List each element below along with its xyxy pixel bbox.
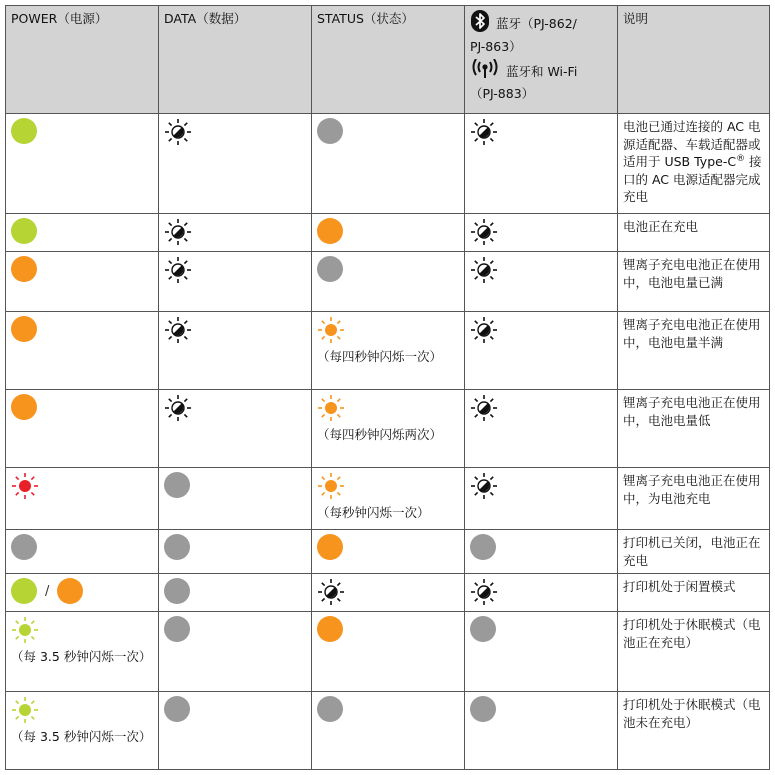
power-cell bbox=[6, 252, 159, 312]
power-cell bbox=[6, 530, 159, 574]
status-cell bbox=[312, 574, 465, 612]
description-text: 打印机处于闲置模式 bbox=[623, 579, 736, 594]
data-cell bbox=[159, 612, 312, 692]
data-cell bbox=[159, 390, 312, 468]
status-off-led-icon bbox=[317, 118, 343, 144]
power-orange-led-icon bbox=[57, 578, 83, 604]
power-blink-note: （每 3.5 秒钟闪烁一次） bbox=[11, 729, 152, 744]
data-cell bbox=[159, 574, 312, 612]
description-text: 打印机已关闭，电池正在充电 bbox=[623, 535, 761, 568]
header-bluetooth-models: PJ-863） bbox=[470, 39, 522, 54]
status-cell bbox=[312, 114, 465, 214]
power-cell bbox=[6, 612, 159, 692]
power-cell bbox=[6, 390, 159, 468]
header-description-label: 说明 bbox=[623, 11, 649, 26]
description-text: 电池已通过连接的 AC 电源适配器、车载适配器或适用于 USB Type-C bbox=[623, 119, 761, 169]
status-orange-led-icon bbox=[317, 218, 343, 244]
status-cell bbox=[312, 468, 465, 530]
status-blinking-orange-icon bbox=[317, 316, 345, 344]
bluetooth-icon bbox=[470, 10, 490, 36]
status-blink-note: （每四秒钟闪烁两次） bbox=[317, 427, 443, 442]
description-cell bbox=[618, 312, 770, 390]
power-blinking-green-icon bbox=[11, 696, 39, 724]
data-off-led-icon bbox=[164, 472, 190, 498]
description-text: 锂离子充电电池正在使用中，电池电量半满 bbox=[623, 317, 761, 350]
status-cell bbox=[312, 312, 465, 390]
bt-off-led-icon bbox=[470, 534, 496, 560]
data-cell bbox=[159, 114, 312, 214]
bt-cell bbox=[465, 468, 618, 530]
registered-mark: ® bbox=[736, 153, 746, 164]
bt-cell bbox=[465, 114, 618, 214]
table-row bbox=[6, 214, 770, 252]
header-bluetooth bbox=[465, 6, 618, 114]
description-text: 锂离子充电电池正在使用中，为电池充电 bbox=[623, 473, 761, 506]
power-combo bbox=[11, 578, 153, 604]
description-cell bbox=[618, 252, 770, 312]
power-cell bbox=[6, 574, 159, 612]
table-row bbox=[6, 390, 770, 468]
description-text-tail: 接口的 AC 电源适配器完成充电 bbox=[623, 154, 762, 204]
status-cell bbox=[312, 612, 465, 692]
status-cell bbox=[312, 692, 465, 770]
status-blink-note: （每四秒钟闪烁一次） bbox=[317, 349, 443, 364]
data-half-lit-blinking-icon bbox=[164, 218, 192, 246]
status-blinking-orange-icon bbox=[317, 394, 345, 422]
bt-cell bbox=[465, 530, 618, 574]
data-off-led-icon bbox=[164, 578, 190, 604]
description-cell bbox=[618, 114, 770, 214]
table-row bbox=[6, 468, 770, 530]
table-row bbox=[6, 612, 770, 692]
power-green-led-icon bbox=[11, 578, 37, 604]
header-description bbox=[618, 6, 770, 114]
header-wifi-models: （PJ-883） bbox=[470, 86, 535, 101]
header-data bbox=[159, 6, 312, 114]
power-orange-led-icon bbox=[11, 394, 37, 420]
bt-cell bbox=[465, 252, 618, 312]
status-cell bbox=[312, 530, 465, 574]
power-blinking-red-icon bbox=[11, 472, 39, 500]
table-row bbox=[6, 692, 770, 770]
description-text: 打印机处于休眠模式（电池未在充电） bbox=[623, 697, 761, 730]
table-header-row bbox=[6, 6, 770, 114]
status-blinking-orange-icon bbox=[317, 472, 345, 500]
data-cell bbox=[159, 312, 312, 390]
header-power bbox=[6, 6, 159, 114]
description-text: 电池正在充电 bbox=[623, 219, 699, 234]
description-cell bbox=[618, 530, 770, 574]
data-cell bbox=[159, 692, 312, 770]
status-cell bbox=[312, 390, 465, 468]
description-cell bbox=[618, 692, 770, 770]
bt-off-led-icon bbox=[470, 696, 496, 722]
bt-cell bbox=[465, 574, 618, 612]
table-row bbox=[6, 530, 770, 574]
power-green-led-icon bbox=[11, 218, 37, 244]
power-cell bbox=[6, 312, 159, 390]
header-status-label: STATUS（状态） bbox=[317, 11, 414, 26]
description-cell bbox=[618, 468, 770, 530]
power-green-led-icon bbox=[11, 118, 37, 144]
bt-half-lit-blinking-icon bbox=[470, 118, 498, 146]
header-bluetooth-label: 蓝牙（PJ-862/ bbox=[496, 15, 577, 31]
power-cell bbox=[6, 468, 159, 530]
header-data-label: DATA（数据） bbox=[164, 11, 247, 26]
separator-slash: / bbox=[45, 583, 50, 599]
bt-off-led-icon bbox=[470, 616, 496, 642]
power-off-led-icon bbox=[11, 534, 37, 560]
power-cell bbox=[6, 692, 159, 770]
data-half-lit-blinking-icon bbox=[164, 316, 192, 344]
status-cell bbox=[312, 252, 465, 312]
description-cell bbox=[618, 390, 770, 468]
data-half-lit-blinking-icon bbox=[164, 118, 192, 146]
description-cell bbox=[618, 574, 770, 612]
bt-cell bbox=[465, 214, 618, 252]
status-orange-led-icon bbox=[317, 616, 343, 642]
description-text: 锂离子充电电池正在使用中，电池电量已满 bbox=[623, 257, 761, 290]
table-row bbox=[6, 114, 770, 214]
status-blink-note: （每秒钟闪烁一次） bbox=[317, 505, 430, 520]
description-text: 打印机处于休眠模式（电池正在充电） bbox=[623, 617, 761, 650]
bt-half-lit-blinking-icon bbox=[470, 256, 498, 284]
bt-half-lit-blinking-icon bbox=[470, 394, 498, 422]
bt-half-lit-blinking-icon bbox=[470, 472, 498, 500]
header-wifi-label: 蓝牙和 Wi-Fi bbox=[506, 63, 578, 79]
header-status bbox=[312, 6, 465, 114]
data-half-lit-blinking-icon bbox=[164, 394, 192, 422]
bt-cell bbox=[465, 312, 618, 390]
power-cell bbox=[6, 214, 159, 252]
table-row bbox=[6, 574, 770, 612]
power-blinking-green-icon bbox=[11, 616, 39, 644]
power-orange-led-icon bbox=[11, 256, 37, 282]
bt-cell bbox=[465, 692, 618, 770]
data-off-led-icon bbox=[164, 616, 190, 642]
data-cell bbox=[159, 468, 312, 530]
power-blink-note: （每 3.5 秒钟闪烁一次） bbox=[11, 649, 152, 664]
header-power-label: POWER（电源） bbox=[11, 11, 108, 26]
power-cell bbox=[6, 114, 159, 214]
data-cell bbox=[159, 252, 312, 312]
data-half-lit-blinking-icon bbox=[164, 256, 192, 284]
data-cell bbox=[159, 214, 312, 252]
wifi-signal-icon bbox=[470, 59, 500, 83]
status-off-led-icon bbox=[317, 256, 343, 282]
bt-cell bbox=[465, 390, 618, 468]
bt-half-lit-blinking-icon bbox=[470, 578, 498, 606]
bt-cell bbox=[465, 612, 618, 692]
status-cell bbox=[312, 214, 465, 252]
status-half-lit-blinking-icon bbox=[317, 578, 345, 606]
power-orange-led-icon bbox=[11, 316, 37, 342]
bt-half-lit-blinking-icon bbox=[470, 218, 498, 246]
bt-half-lit-blinking-icon bbox=[470, 316, 498, 344]
data-off-led-icon bbox=[164, 534, 190, 560]
status-off-led-icon bbox=[317, 696, 343, 722]
description-cell bbox=[618, 214, 770, 252]
data-cell bbox=[159, 530, 312, 574]
description-text: 锂离子充电电池正在使用中，电池电量低 bbox=[623, 395, 761, 428]
description-cell bbox=[618, 612, 770, 692]
led-status-table bbox=[5, 5, 770, 770]
table-row bbox=[6, 252, 770, 312]
data-off-led-icon bbox=[164, 696, 190, 722]
table-row bbox=[6, 312, 770, 390]
status-orange-led-icon bbox=[317, 534, 343, 560]
